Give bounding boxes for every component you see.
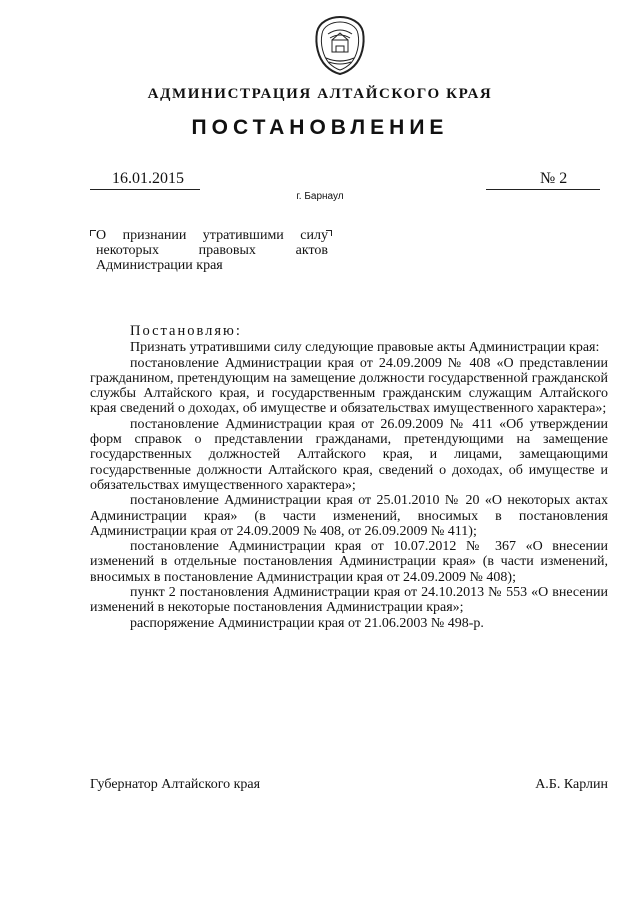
organization-name: АДМИНИСТРАЦИЯ АЛТАЙСКОГО КРАЯ bbox=[147, 86, 493, 102]
document-body bbox=[90, 324, 608, 631]
coat-of-arms-icon bbox=[310, 14, 370, 76]
subject-text: О признании утратившими силу некоторых правовых актов Администрации края bbox=[96, 228, 328, 273]
signer-title: Губернатор Алтайского края bbox=[90, 777, 261, 792]
city: г. Барнаул bbox=[296, 191, 344, 202]
document-subject bbox=[96, 228, 328, 273]
body-paragraph: постановление Администрации края от 24.09.2009 № 408 «О представлении гражданином, претендующим на замещение должности государственной гражданской службы Алтайского края, и государственным гражданским служащим Алтайского края сведений о доходах, об имуществе и обязательствах имущественного характера»; bbox=[90, 355, 608, 417]
document-type: ПОСТАНОВЛЕНИЕ bbox=[191, 116, 449, 139]
document-number: № 2 bbox=[540, 170, 568, 187]
signer-name: А.Б. Карлин bbox=[535, 777, 608, 792]
body-paragraph: постановление Администрации края от 10.07.2012 № 367 «О внесении изменений в отдельные постановления Администрации края» (в части изменений, вносимых в постановление Администрации края от 24.09.2009 № 408); bbox=[90, 539, 608, 585]
document-date: 16.01.2015 bbox=[112, 170, 184, 187]
body-paragraph: Признать утратившими силу следующие правовые акты Администрации края: bbox=[130, 340, 600, 356]
number-underline bbox=[486, 189, 600, 190]
body-paragraph: пункт 2 постановления Администрации края от 24.10.2013 № 553 «О внесении изменений в некоторые постановления Администрации края»; bbox=[90, 585, 608, 616]
decree-word: Постановляю: bbox=[130, 323, 242, 339]
body-paragraph: постановление Администрации края от 25.01.2010 № 20 «О некоторых актах Администрации края» (в части изменений, вносимых в постановления Администрации края от 24.09.2009 № 408, от 26.09.2009 № 411); bbox=[90, 493, 608, 539]
body-paragraph: постановление Администрации края от 26.09.2009 № 411 «Об утверждении форм справок о представлении гражданами, претендующими на замещение государственных должностей Алтайского края, и лицами, замещающими государственные должности Алтайского края, сведений о доходах, об имуществе и обязательствах имущественного характера»; bbox=[90, 416, 608, 493]
body-paragraph: распоряжение Администрации края от 21.06.2003 № 498-р. bbox=[130, 615, 484, 631]
date-underline bbox=[90, 189, 200, 190]
